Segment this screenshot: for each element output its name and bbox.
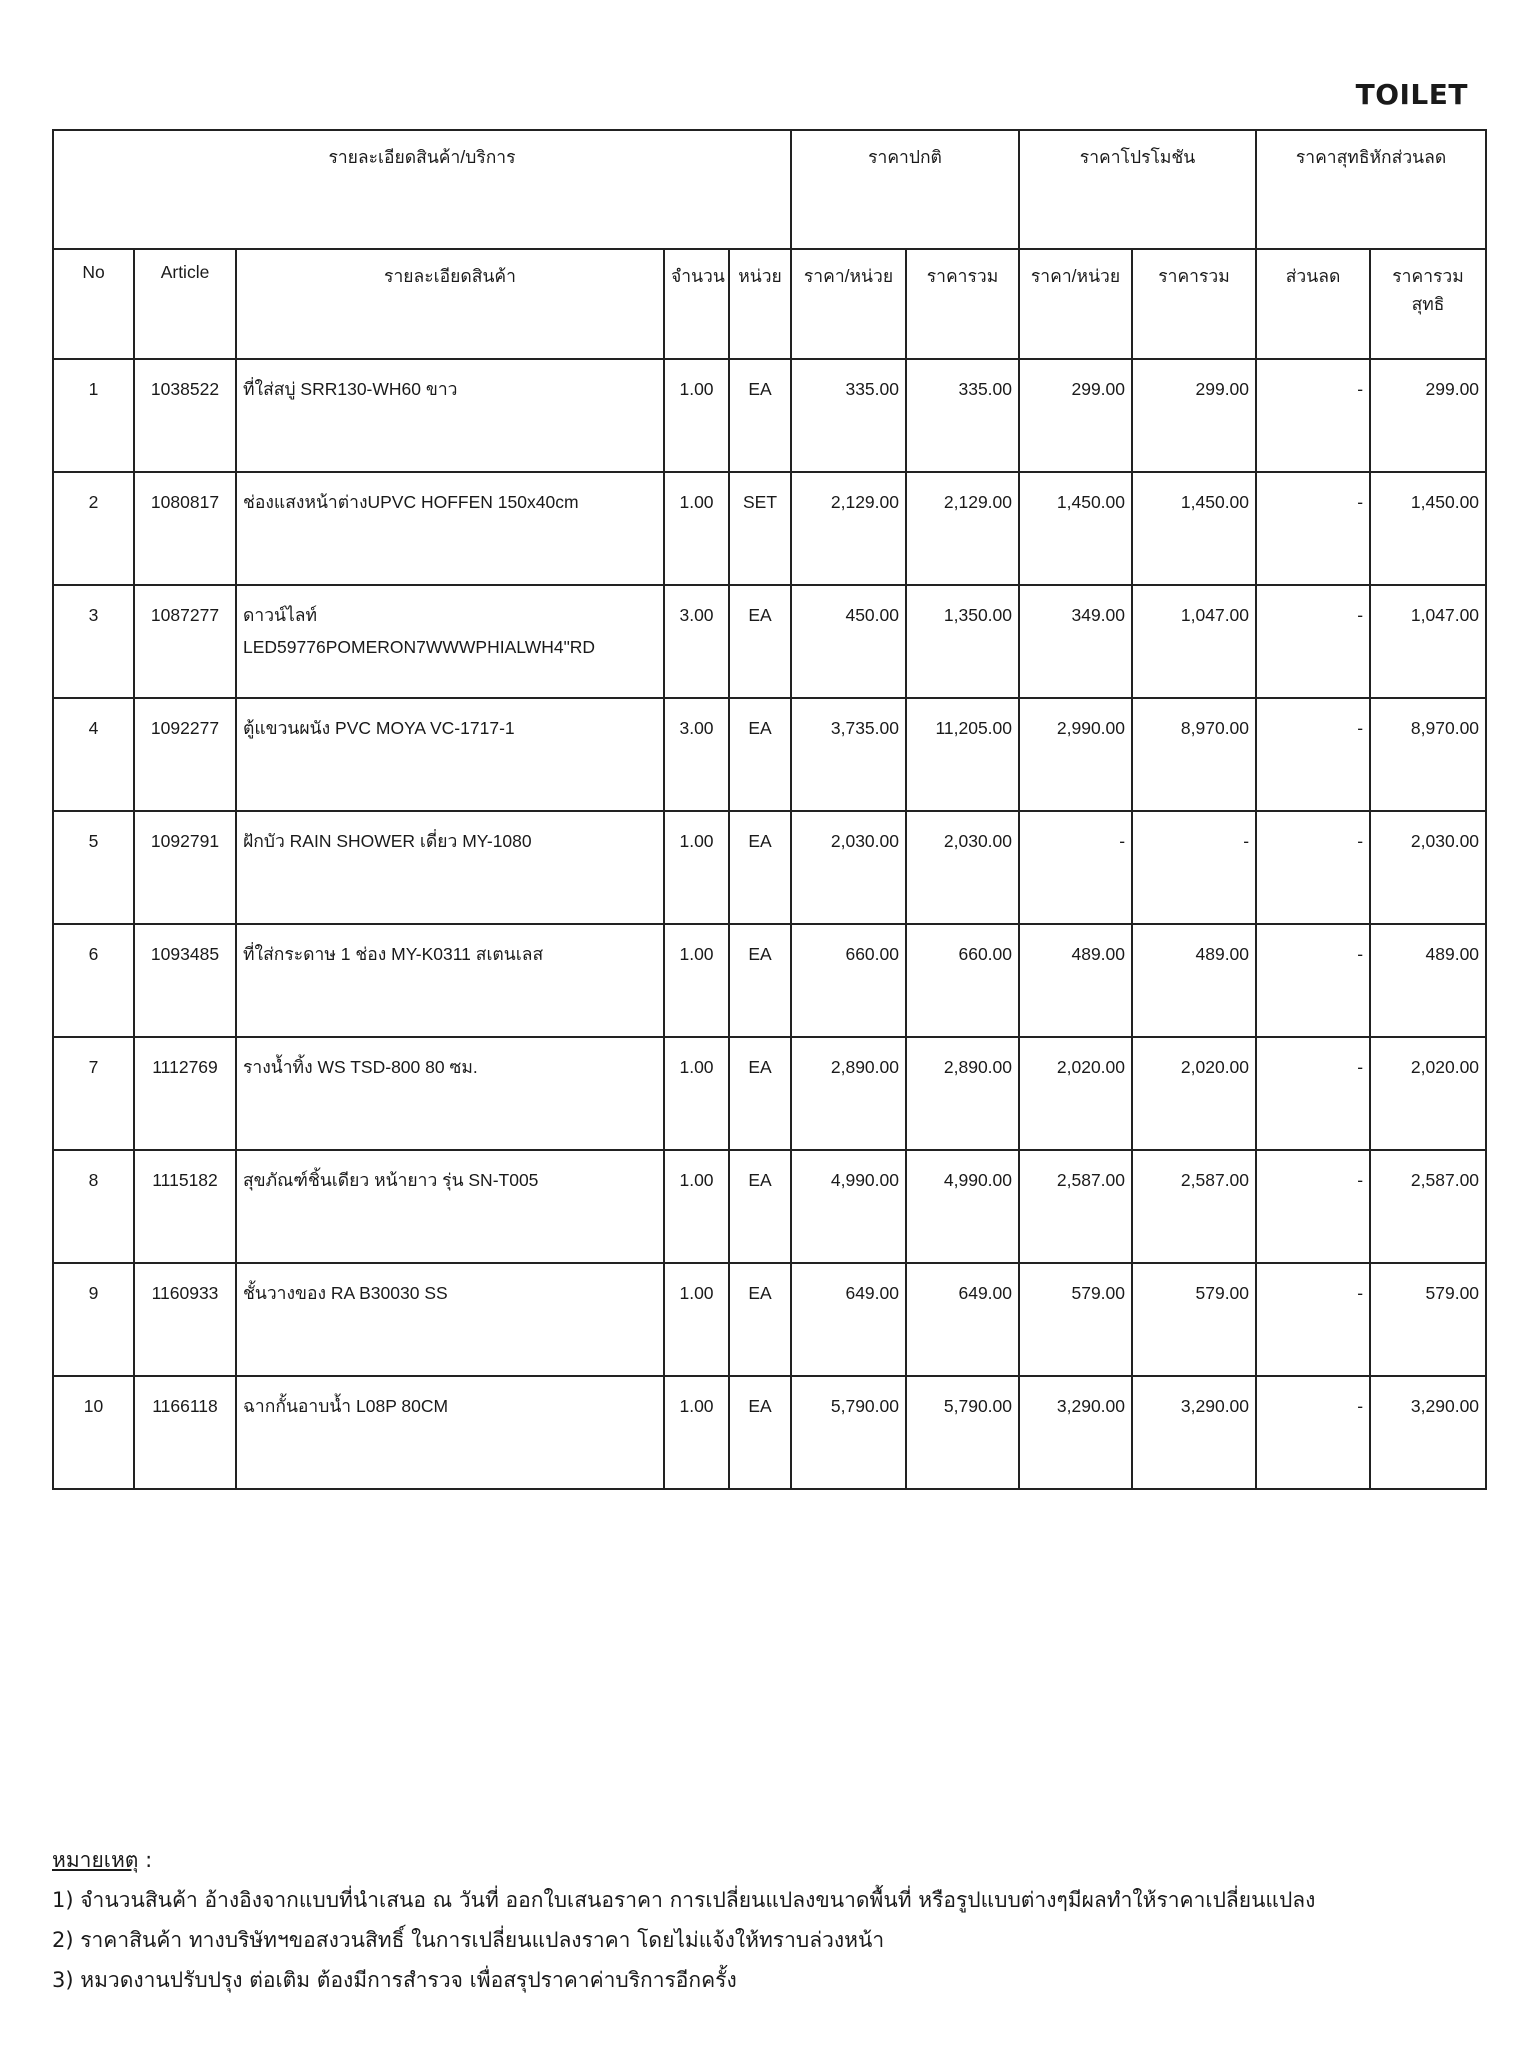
cell-total: 11,205.00 [906,698,1019,811]
table-row [53,1263,1486,1376]
cell-unit-price: 5,790.00 [791,1376,906,1489]
cell-qty: 1.00 [664,1037,729,1150]
cell-discount: - [1256,1037,1370,1150]
cell-description: ช่องแสงหน้าต่างUPVC HOFFEN 150x40cm [236,472,664,585]
cell-net-total: 1,450.00 [1370,472,1486,585]
table-row [53,924,1486,1037]
cell-discount: - [1256,924,1370,1037]
cell-description: ดาวน์ไลท์ LED59776POMERON7WWWPHIALWH4"RD [236,585,664,698]
cell-net-total: 2,030.00 [1370,811,1486,924]
cell-discount: - [1256,1376,1370,1489]
col-no: No [53,249,134,359]
cell-promo-total: 2,587.00 [1132,1150,1256,1263]
cell-discount: - [1256,698,1370,811]
cell-no: 8 [53,1150,134,1263]
cell-net-total: 8,970.00 [1370,698,1486,811]
cell-article: 1112769 [134,1037,236,1150]
cell-unit: EA [729,698,791,811]
cell-total: 1,350.00 [906,585,1019,698]
cell-qty: 1.00 [664,1150,729,1263]
cell-qty: 1.00 [664,1376,729,1489]
cell-qty: 1.00 [664,359,729,472]
cell-total: 660.00 [906,924,1019,1037]
cell-unit: EA [729,1037,791,1150]
col-qty: จำนวน [664,249,729,359]
cell-unit: EA [729,585,791,698]
cell-unit-price: 2,890.00 [791,1037,906,1150]
cell-net-total: 579.00 [1370,1263,1486,1376]
table-row [53,1037,1486,1150]
cell-net-total: 3,290.00 [1370,1376,1486,1489]
table-row [53,1150,1486,1263]
cell-promo-total: 299.00 [1132,359,1256,472]
cell-description: สุขภัณฑ์ชิ้นเดียว หน้ายาว รุ่น SN-T005 [236,1150,664,1263]
cell-net-total: 2,020.00 [1370,1037,1486,1150]
table-row [53,811,1486,924]
cell-unit-price: 660.00 [791,924,906,1037]
cell-article: 1160933 [134,1263,236,1376]
page-title: TOILET [1355,78,1468,111]
group-header-row [53,130,1486,249]
cell-promo-total: 3,290.00 [1132,1376,1256,1489]
cell-promo-total: 579.00 [1132,1263,1256,1376]
col-discount: ส่วนลด [1256,249,1370,359]
cell-promo-unit-price: 299.00 [1019,359,1132,472]
group-promo-price: ราคาโปรโมชัน [1019,130,1256,249]
cell-description: ตู้แขวนผนัง PVC MOYA VC-1717-1 [236,698,664,811]
cell-article: 1087277 [134,585,236,698]
cell-no: 10 [53,1376,134,1489]
cell-qty: 1.00 [664,472,729,585]
cell-no: 1 [53,359,134,472]
cell-no: 5 [53,811,134,924]
cell-promo-unit-price: 1,450.00 [1019,472,1132,585]
cell-no: 4 [53,698,134,811]
cell-description: ที่ใส่กระดาษ 1 ช่อง MY-K0311 สเตนเลส [236,924,664,1037]
cell-total: 2,129.00 [906,472,1019,585]
cell-total: 649.00 [906,1263,1019,1376]
col-description: รายละเอียดสินค้า [236,249,664,359]
cell-unit-price: 2,030.00 [791,811,906,924]
cell-qty: 3.00 [664,698,729,811]
cell-promo-unit-price: 2,587.00 [1019,1150,1132,1263]
cell-promo-unit-price: 3,290.00 [1019,1376,1132,1489]
cell-unit-price: 450.00 [791,585,906,698]
col-total: ราคารวม [906,249,1019,359]
cell-total: 5,790.00 [906,1376,1019,1489]
cell-no: 7 [53,1037,134,1150]
cell-discount: - [1256,811,1370,924]
cell-qty: 3.00 [664,585,729,698]
cell-no: 3 [53,585,134,698]
cell-article: 1038522 [134,359,236,472]
cell-total: 2,890.00 [906,1037,1019,1150]
cell-unit: EA [729,811,791,924]
note-item: 2) ราคาสินค้า ทางบริษัทฯขอสงวนสิทธิ์ ในการเปลี่ยนแปลงราคา โดยไม่แจ้งให้ทราบล่วงหน้า [52,1928,885,1952]
cell-no: 6 [53,924,134,1037]
col-net-total: ราคารวมสุทธิ [1370,249,1486,359]
column-header-row [53,249,1486,359]
cell-no: 9 [53,1263,134,1376]
cell-article: 1166118 [134,1376,236,1489]
cell-net-total: 489.00 [1370,924,1486,1037]
cell-promo-total: 1,047.00 [1132,585,1256,698]
table-row [53,359,1486,472]
cell-unit-price: 4,990.00 [791,1150,906,1263]
cell-discount: - [1256,585,1370,698]
cell-unit: EA [729,1263,791,1376]
note-item: 3) หมวดงานปรับปรุง ต่อเติม ต้องมีการสำรวจ เพื่อสรุปราคาค่าบริการอีกครั้ง [52,1968,737,1992]
table-row [53,1376,1486,1489]
notes-heading-colon: : [138,1848,153,1872]
cell-description: ที่ใส่สบู่ SRR130-WH60 ขาว [236,359,664,472]
cell-qty: 1.00 [664,1263,729,1376]
cell-unit-price: 3,735.00 [791,698,906,811]
cell-description: รางน้ำทิ้ง WS TSD-800 80 ซม. [236,1037,664,1150]
cell-article: 1080817 [134,472,236,585]
notes-heading [52,1840,1315,1880]
col-unit: หน่วย [729,249,791,359]
col-promo-unit-price: ราคา/หน่วย [1019,249,1132,359]
cell-article: 1092791 [134,811,236,924]
cell-discount: - [1256,1263,1370,1376]
cell-promo-total: - [1132,811,1256,924]
table-row [53,698,1486,811]
group-details: รายละเอียดสินค้า/บริการ [53,130,791,249]
cell-promo-unit-price: 579.00 [1019,1263,1132,1376]
col-promo-total: ราคารวม [1132,249,1256,359]
cell-unit: SET [729,472,791,585]
cell-unit: EA [729,1150,791,1263]
col-article: Article [134,249,236,359]
note-item: 1) จำนวนสินค้า อ้างอิงจากแบบที่นำเสนอ ณ วันที่ ออกใบเสนอราคา การเปลี่ยนแปลงขนาดพื้นที่ หรือรูปแบบต่างๆมีผลทำให้ราคาเปลี่ยนแปลง [52,1888,1316,1912]
cell-article: 1115182 [134,1150,236,1263]
cell-promo-total: 1,450.00 [1132,472,1256,585]
cell-net-total: 1,047.00 [1370,585,1486,698]
cell-promo-unit-price: 349.00 [1019,585,1132,698]
cell-description: ฉากกั้นอาบน้ำ L08P 80CM [236,1376,664,1489]
cell-unit: EA [729,1376,791,1489]
group-normal-price: ราคาปกติ [791,130,1019,249]
cell-article: 1093485 [134,924,236,1037]
cell-description: ฝักบัว RAIN SHOWER เดี่ยว MY-1080 [236,811,664,924]
cell-promo-total: 8,970.00 [1132,698,1256,811]
cell-total: 2,030.00 [906,811,1019,924]
cell-qty: 1.00 [664,811,729,924]
group-net-price: ราคาสุทธิหักส่วนลด [1256,130,1486,249]
col-unit-price: ราคา/หน่วย [791,249,906,359]
cell-promo-unit-price: 489.00 [1019,924,1132,1037]
cell-promo-unit-price: 2,990.00 [1019,698,1132,811]
cell-promo-unit-price: - [1019,811,1132,924]
cell-unit-price: 649.00 [791,1263,906,1376]
table-row [53,472,1486,585]
table-row [53,585,1486,698]
cell-unit: EA [729,359,791,472]
cell-article: 1092277 [134,698,236,811]
cell-unit-price: 335.00 [791,359,906,472]
cell-total: 335.00 [906,359,1019,472]
notes-heading-label: หมายเหตุ [52,1848,139,1872]
cell-net-total: 2,587.00 [1370,1150,1486,1263]
cell-total: 4,990.00 [906,1150,1019,1263]
cell-promo-unit-price: 2,020.00 [1019,1037,1132,1150]
cell-unit-price: 2,129.00 [791,472,906,585]
cell-unit: EA [729,924,791,1037]
cell-qty: 1.00 [664,924,729,1037]
cell-description: ชั้นวางของ RA B30030 SS [236,1263,664,1376]
cell-discount: - [1256,359,1370,472]
cell-promo-total: 2,020.00 [1132,1037,1256,1150]
notes [52,1840,1315,2000]
cell-discount: - [1256,1150,1370,1263]
quotation-table [52,129,1487,1490]
cell-promo-total: 489.00 [1132,924,1256,1037]
cell-discount: - [1256,472,1370,585]
cell-no: 2 [53,472,134,585]
cell-net-total: 299.00 [1370,359,1486,472]
